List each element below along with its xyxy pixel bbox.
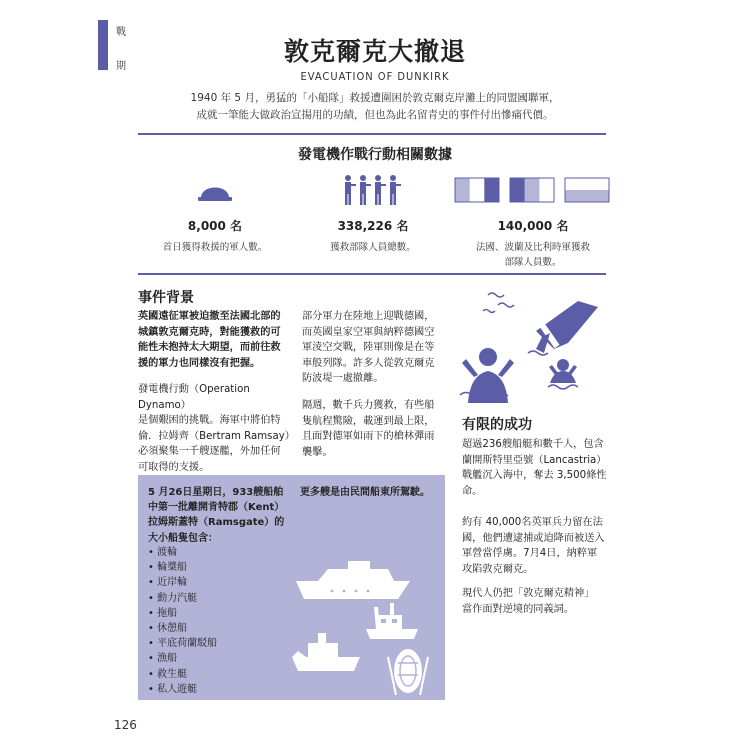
text-line: 國，他們遭逮捕或迫降而被送入 — [462, 532, 605, 544]
text-line: 隻航程驚險，載運到最上限， — [302, 415, 435, 427]
page-number: 126 — [114, 718, 137, 732]
text-line: 蘭開斯特里亞號（Lancastria） — [462, 454, 607, 466]
text-line: 倫．拉姆齊（Bertram Ramsay） — [138, 430, 295, 442]
stat-number: 8,000 名 — [187, 219, 243, 233]
text-line: 防波堤一處撤離。 — [302, 373, 384, 384]
text-line: 英國遠征軍被迫撤至法國北部的 — [138, 311, 281, 322]
text-line: 是個艱困的挑戰。海軍中將伯特 — [138, 415, 281, 426]
text-line: 且面對德軍如雨下的槍林彈雨 — [302, 431, 435, 442]
stat-desc: 首日獲得救援的軍人數。 — [162, 242, 268, 253]
soldiers-icon — [341, 174, 405, 206]
background-col1-p1 — [138, 309, 298, 371]
flags-icon — [453, 176, 613, 204]
stat-total-rescued — [293, 175, 453, 255]
list-item: • 動力汽艇 — [148, 591, 288, 606]
sinking-ship-illustration — [458, 283, 608, 403]
text-line: 中第一批離開肯特郡（Kent） — [148, 502, 285, 514]
page-title: 敦克爾克大撤退 — [283, 37, 466, 66]
stat-number: 140,000 名 — [497, 219, 569, 233]
boats-note: 更多艘是由民間船東所駕駛。 — [300, 487, 430, 498]
intro-line: 1940 年 5 月，勇猛的「小船隊」救援遭圍困於敦克爾克岸灘上的同盟國聯軍， — [190, 92, 560, 104]
text-line: 戰艦沉入海中，奪去 3,500條性 — [462, 470, 607, 481]
stat-desc-line: 部隊人員數。 — [504, 257, 562, 268]
text-line: 大小船隻包含： — [148, 532, 218, 544]
chapter-char: 期 — [116, 61, 126, 72]
text-line: 現代人仍把「敦克爾克精神」 — [462, 588, 595, 599]
text-line: 隔週，數千兵力獲救，有些船 — [302, 400, 435, 411]
success-title: 有限的成功 — [462, 417, 532, 433]
stat-rescued-first-day — [135, 175, 295, 255]
text-line: 可取得的支援。 — [138, 461, 210, 473]
stats-title: 發電機作戰行動相關數據 — [298, 147, 452, 163]
boats-list — [148, 545, 288, 697]
text-line: 必須聚集一千艘逐艦，外加任何 — [138, 446, 281, 457]
stat-allied-rescued — [453, 175, 613, 270]
page-subtitle: EVACUATION OF DUNKIRK — [300, 70, 450, 83]
divider — [138, 273, 606, 275]
text-line: 軍營當俘虜。7月4日，納粹軍 — [462, 548, 598, 559]
list-item: • 漁船 — [148, 651, 288, 666]
success-p3 — [462, 586, 622, 617]
text-line: 軍淩空交戰，陸軍則像是在等 — [302, 342, 435, 353]
helmet-icon — [195, 176, 235, 204]
text-line: 5 月26日星期日，933艘船舶 — [148, 487, 284, 498]
chapter-char: 戰 — [116, 27, 126, 38]
list-item: • 救生艇 — [148, 667, 288, 682]
stat-desc: 獲救部隊人員總數。 — [330, 242, 416, 253]
text-line: 超過236艘船艇和數千人，包含 — [462, 439, 604, 450]
list-item: • 休憩船 — [148, 621, 288, 636]
list-item: • 私人遊艇 — [148, 682, 288, 697]
success-p2 — [462, 515, 622, 577]
text-line: 命。 — [462, 485, 483, 497]
text-line: 援的軍力也同樣沒有把握。 — [138, 357, 261, 369]
background-col1-p2 — [138, 382, 298, 475]
boats-box — [138, 475, 445, 700]
list-item: • 拖船 — [148, 606, 288, 621]
background-col2-p1 — [302, 309, 452, 387]
list-item: • 輪槳船 — [148, 560, 288, 575]
text-line: 城鎮敦克爾克時，對能獲救的可 — [138, 326, 281, 338]
text-line: 發電機行動（Operation Dynamo） — [138, 384, 250, 411]
stat-number: 338,226 名 — [337, 219, 409, 233]
text-line: 當作面對逆境的同義詞。 — [462, 603, 575, 615]
text-line: 車般列隊。許多人從敦克爾克 — [302, 357, 435, 369]
text-line: 能性未抱持太大期望，而前往救 — [138, 342, 281, 353]
boats-intro — [148, 485, 298, 546]
text-line: 而英國皇家空軍與納粹德國空 — [302, 326, 435, 338]
stat-desc — [453, 240, 613, 270]
divider — [138, 133, 606, 135]
intro-text — [140, 90, 610, 124]
text-line: 襲擊。 — [302, 446, 333, 458]
text-line: 部分軍力在陸地上迎戰德國， — [302, 311, 435, 322]
boats-illustration — [288, 547, 438, 697]
background-title: 事件背景 — [138, 290, 194, 306]
stat-desc-line: 法國、波蘭及比利時軍獲救 — [475, 242, 590, 253]
text-line: 拉姆斯蓋特（Ramsgate）的 — [148, 517, 285, 529]
background-col2-p2 — [302, 398, 452, 460]
success-p1 — [462, 437, 622, 499]
list-item: • 近岸輪 — [148, 575, 288, 590]
list-item: • 平底荷蘭駁船 — [148, 636, 288, 651]
text-line: 約有 40,000名英軍兵力留在法 — [462, 517, 603, 528]
text-line: 攻陷敦克爾克。 — [462, 563, 534, 575]
list-item: • 渡輪 — [148, 545, 288, 560]
intro-line: 成就一筆能大做政治宣揚用的功績，但也為此名留青史的事件付出慘痛代價。 — [196, 109, 554, 121]
